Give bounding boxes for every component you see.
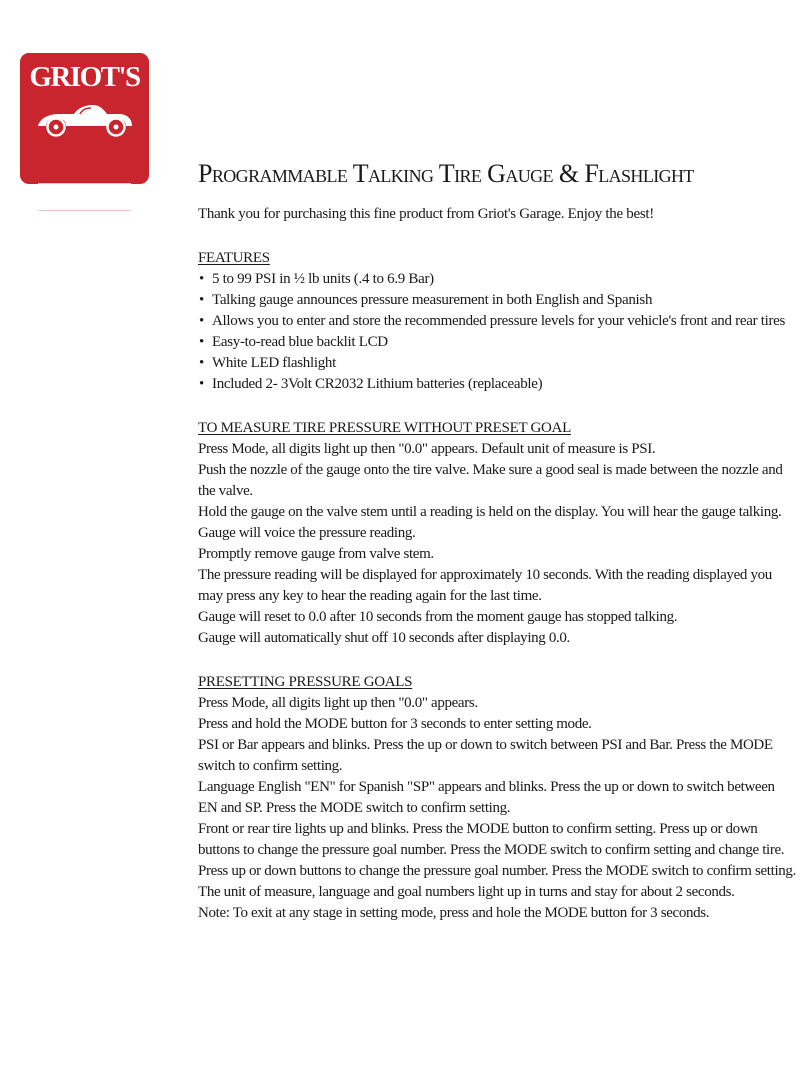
features-heading: FEATURES (198, 250, 270, 266)
logo-brand-text: GRIOT'S (29, 61, 140, 93)
griots-garage-logo (20, 53, 149, 225)
logo-divider (38, 183, 131, 184)
logo-divider (38, 210, 131, 211)
features-list (198, 269, 796, 395)
preset-paragraph: Front or rear tire lights up and blinks. Press the MODE button to confirm setting. Press up or down buttons to change the pressure goal number. Press the MODE switch to confirm setting and change tire. Press up or down buttons to change the pressure goal number. Press the MODE switch to confirm setting. (198, 821, 796, 879)
page-title: Programmable Talking Tire Gauge & Flashlight (198, 159, 694, 188)
feature-item: • Included 2- 3Volt CR2032 Lithium batteries (replaceable) (198, 374, 796, 395)
logo-tagline: Products for your garage (32, 214, 137, 225)
measure-paragraph: The pressure reading will be displayed for approximately 10 seconds. With the reading displayed you may press any key to hear the reading again for the last time. (198, 567, 772, 604)
preset-paragraph: Language English "EN" for Spanish "SP" appears and blinks. Press the up or down to switch between EN and SP. Press the MODE switch to confirm setting. (198, 779, 775, 816)
preset-paragraph: Press and hold the MODE button for 3 seconds to enter setting mode. (198, 716, 592, 732)
preset-paragraph: The unit of measure, language and goal numbers light up in turns and stay for about 2 seconds. (198, 884, 735, 900)
preset-section (198, 672, 796, 924)
measure-paragraph: Hold the gauge on the valve stem until a reading is held on the display. You will hear the gauge talking. Gauge will voice the pressure reading. (198, 504, 782, 541)
measure-paragraph: Gauge will reset to 0.0 after 10 seconds from the moment gauge has stopped talking. (198, 609, 678, 625)
feature-item: • Allows you to enter and store the recommended pressure levels for your vehicle's front and rear tires (198, 311, 796, 332)
features-section (198, 248, 796, 395)
preset-heading: PRESETTING PRESSURE GOALS (198, 674, 413, 690)
feature-item: • 5 to 99 PSI in ½ lb units (.4 to 6.9 Bar) (198, 269, 796, 290)
measure-section (198, 418, 796, 649)
logo-sub-text: GARAGE (37, 191, 132, 206)
measure-paragraph: Gauge will automatically shut off 10 seconds after displaying 0.0. (198, 630, 570, 646)
measure-paragraph: Promptly remove gauge from valve stem. (198, 546, 434, 562)
measure-heading: TO MEASURE TIRE PRESSURE WITHOUT PRESET GOAL (198, 420, 571, 436)
feature-item: • Talking gauge announces pressure measurement in both English and Spanish (198, 290, 796, 311)
instructions-document (198, 156, 796, 924)
feature-item: • Easy-to-read blue backlit LCD (198, 332, 796, 353)
measure-paragraph: Press Mode, all digits light up then "0.0" appears. Default unit of measure is PSI. (198, 441, 656, 457)
preset-paragraph: Press Mode, all digits light up then "0.0" appears. (198, 695, 478, 711)
feature-item: • White LED flashlight (198, 353, 796, 374)
intro-text: Thank you for purchasing this fine product from Griot's Garage. Enjoy the best! (198, 206, 654, 222)
preset-paragraph: PSI or Bar appears and blinks. Press the up or down to switch between PSI and Bar. Press the MODE switch to confirm setting. (198, 737, 773, 774)
measure-paragraph: Push the nozzle of the gauge onto the tire valve. Make sure a good seal is made between the nozzle and the valve. (198, 462, 783, 499)
roadster-car-icon (34, 99, 135, 139)
preset-paragraph: Note: To exit at any stage in setting mode, press and hole the MODE button for 3 seconds. (198, 905, 710, 921)
